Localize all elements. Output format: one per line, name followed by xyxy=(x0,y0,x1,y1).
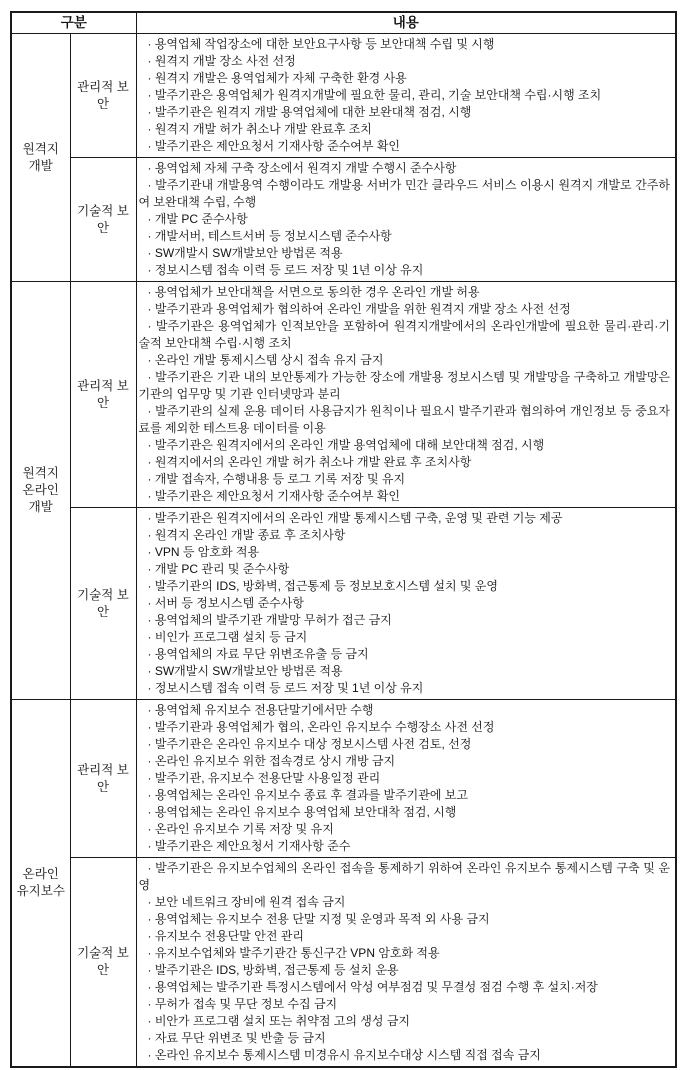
bullet-item: · 온라인 유지보수 통제시스템 미경유시 유지보수대상 시스템 직접 접속 금지 xyxy=(147,1048,541,1062)
table-row xyxy=(11,158,676,282)
group-cell: 원격지 온라인 개발 xyxy=(11,282,70,700)
bullet-item: · 발주기관의 실제 운용 데이터 사용금지가 원칙이나 필요시 발주기관과 협의하여 개인정보 등 중요자료를 제외한 테스트용 데이터를 이용 xyxy=(138,404,670,435)
bullet-item: · 용역업체는 유지보수 전용 단말 지정 및 운영과 목적 외 사용 금지 xyxy=(147,912,490,926)
bullet-item: · 발주기관은 원격지 개발 용역업체에 대한 보완대책 점검, 시행 xyxy=(147,105,472,119)
bullet-item: · 비인가 프로그램 설치 등 금지 xyxy=(147,630,308,644)
bullet-item: · 온라인 개발 통제시스템 상시 접속 유지 금지 xyxy=(147,353,384,367)
bullet-item: · 개발 접속자, 수행내용 등 로그 기록 저장 및 유지 xyxy=(147,472,406,486)
bullet-item: · 발주기관은 용역업체가 원격지개발에 필요한 물리, 관리, 기술 보안대책 수립·시행 조치 xyxy=(147,88,602,102)
security-type-cell: 기술적 보안 xyxy=(70,158,136,282)
bullet-item: · 원격지 온라인 개발 종료 후 조치사항 xyxy=(147,528,346,542)
table-row xyxy=(11,508,676,700)
bullet-item: · 발주기관, 유지보수 전용단말 사용일정 관리 xyxy=(147,771,381,785)
security-type-cell: 관리적 보안 xyxy=(70,34,136,158)
bullet-item: · 용역업체의 발주기관 개발망 무허가 접근 금지 xyxy=(147,613,392,627)
bullet-item: · 자료 무단 위변조 및 반출 등 금지 xyxy=(147,1031,326,1045)
header-content: 내용 xyxy=(136,12,676,34)
bullet-item: · 원격지 개발은 용역업체가 자체 구축한 환경 사용 xyxy=(147,71,407,85)
group-cell: 원격지 개발 xyxy=(11,34,70,282)
bullet-item: · 발주기관은 유지보수업체의 온라인 접속을 통제하기 위하여 온라인 유지보수 통제시스템 구축 및 운영 xyxy=(138,861,670,892)
bullet-item: · 원격지에서의 온라인 개발 허가 취소나 개발 완료 후 조치사항 xyxy=(147,455,472,469)
content-cell xyxy=(136,282,676,508)
table-row xyxy=(11,282,676,508)
bullet-item: · SW개발시 SW개발보안 방법론 적용 xyxy=(147,246,343,260)
bullet-item: · 발주기관은 제안요청서 기재사항 준수여부 확인 xyxy=(147,489,401,503)
bullet-item: · 원격지 개발 허가 취소나 개발 완료후 조치 xyxy=(147,122,372,136)
bullet-item: · 발주기관의 IDS, 방화벽, 접근통제 등 정보보호시스템 설치 및 운영 xyxy=(147,579,498,593)
bullet-item: · 발주기관은 IDS, 방화벽, 접근통제 등 설치 운용 xyxy=(147,963,399,977)
bullet-item: · 발주기관은 온라인 유지보수 대상 정보시스템 사전 검토, 선정 xyxy=(147,737,472,751)
bullet-item: · 용역업체의 자료 무단 위변조유출 등 금지 xyxy=(147,647,369,661)
bullet-item: · 온라인 유지보수 위한 접속경로 상시 개방 금지 xyxy=(147,754,396,768)
bullet-item: · 보안 네트워크 장비에 원격 접속 금지 xyxy=(147,895,346,909)
bullet-item: · 무허가 접속 및 무단 정보 수집 금지 xyxy=(147,997,338,1011)
bullet-item: · 온라인 유지보수 기록 저장 및 유지 xyxy=(147,822,334,836)
content-cell xyxy=(136,158,676,282)
bullet-item: · 용역업체 유지보수 전용단말기에서만 수행 xyxy=(147,703,374,717)
bullet-item: · 발주기관과 용역업체가 협의, 온라인 유지보수 수행장소 사전 선정 xyxy=(147,720,495,734)
content-cell xyxy=(136,34,676,158)
security-type-cell: 관리적 보안 xyxy=(70,700,136,858)
bullet-item: · 발주기관은 기관 내의 보안통제가 가능한 장소에 개발용 정보시스템 및 개발망을 구축하고 개발망은 기관의 업무망 및 기관 인터넷망과 분리 xyxy=(138,370,670,401)
bullet-item: · 서버 등 정보시스템 준수사항 xyxy=(147,596,304,610)
bullet-item: · 발주기관은 원격지에서의 온라인 개발 용역업체에 대해 보안대책 점검, 시행 xyxy=(147,438,545,452)
content-cell xyxy=(136,508,676,700)
bullet-item: · SW개발시 SW개발보안 방법론 적용 xyxy=(147,664,343,678)
content-cell xyxy=(136,700,676,858)
security-type-cell: 기술적 보안 xyxy=(70,858,136,1068)
bullet-item: · 용역업체 자체 구축 장소에서 원격지 개발 수행시 준수사항 xyxy=(147,161,457,175)
header-category: 구분 xyxy=(11,12,136,34)
bullet-item: · 발주기관은 용역업체가 인적보안을 포함하여 원격지개발에서의 온라인개발에 필요한 물리·관리·기술적 보안대책 수립·시행 조치 xyxy=(138,319,670,350)
bullet-item: · 용역업체는 온라인 유지보수 용역업체 보안대착 점검, 시행 xyxy=(147,805,457,819)
bullet-item: · 개발 PC 관리 및 준수사항 xyxy=(147,562,290,576)
group-cell: 온라인 유지보수 xyxy=(11,700,70,1068)
table-row xyxy=(11,858,676,1068)
bullet-item: · 용역업체가 보안대책을 서면으로 동의한 경우 온라인 개발 허용 xyxy=(147,285,480,299)
security-type-cell: 관리적 보안 xyxy=(70,282,136,508)
table-body xyxy=(11,34,676,1068)
bullet-item: · 발주기관은 제안요청서 기재사항 준수여부 확인 xyxy=(147,139,401,153)
bullet-item: · 원격지 개발 장소 사전 선정 xyxy=(147,54,296,68)
bullet-item: · 발주기관내 개발용역 수행이라도 개발용 서버가 민간 클라우드 서비스 이용시 원격지 개발로 간주하여 보완대책 수립, 수행 xyxy=(138,178,670,209)
bullet-item: · 유지보수업체와 발주기관간 통신구간 VPN 암호화 적용 xyxy=(147,946,440,960)
bullet-item: · 발주기관은 원격지에서의 온라인 개발 통제시스템 구축, 운영 및 관련 기능 제공 xyxy=(147,511,563,525)
bullet-item: · VPN 등 암호화 적용 xyxy=(147,545,260,559)
bullet-item: · 용역업체 작업장소에 대한 보안요구사항 등 보안대책 수립 및 시행 xyxy=(147,37,495,51)
bullet-item: · 발주기관은 제안요청서 기재사항 준수 xyxy=(147,839,351,853)
security-requirements-table xyxy=(10,11,677,1068)
bullet-item: · 비안가 프로그램 설치 또는 취약점 고의 생성 금지 xyxy=(147,1014,411,1028)
bullet-item: · 용역업체는 온라인 유지보수 종료 후 결과를 발주기관에 보고 xyxy=(147,788,468,802)
bullet-item: · 유지보수 전용단말 안전 관리 xyxy=(147,929,304,943)
content-cell xyxy=(136,858,676,1068)
table-row xyxy=(11,34,676,158)
bullet-item: · 개발 PC 준수사항 xyxy=(147,212,248,226)
bullet-item: · 개발서버, 테스트서버 등 정보시스템 준수사항 xyxy=(147,229,392,243)
header-row xyxy=(11,12,676,34)
security-type-cell: 기술적 보안 xyxy=(70,508,136,700)
table-row xyxy=(11,700,676,858)
bullet-item: · 발주기관과 용역업체가 협의하여 온라인 개발을 위한 원격지 개발 장소 사전 선정 xyxy=(147,302,571,316)
bullet-item: · 정보시스템 접속 이력 등 로드 저장 및 1년 이상 유지 xyxy=(147,263,424,277)
bullet-item: · 용역업체는 발주기관 특정시스템에서 악성 여부점검 및 무결성 점검 수행 후 설치·저장 xyxy=(147,980,598,994)
bullet-item: · 정보시스템 접속 이력 등 로드 저장 및 1년 이상 유지 xyxy=(147,681,424,695)
